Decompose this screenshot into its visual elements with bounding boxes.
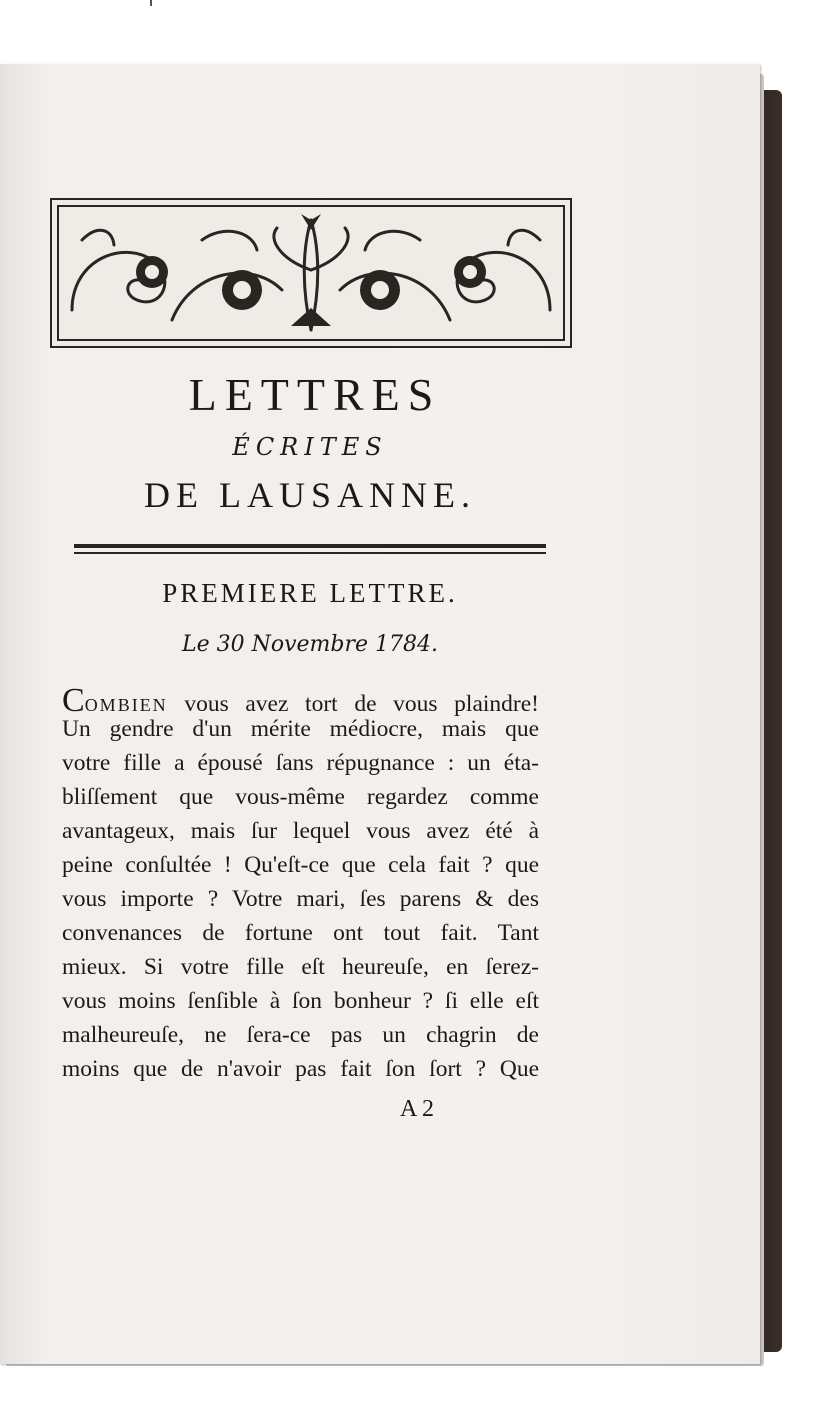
body-line: mieux. Si votre fille eſt heureuſe, en ſerez- (62, 954, 539, 980)
drop-capital: C (62, 682, 85, 719)
first-line-text: vous avez tort de vous plaindre! (167, 691, 539, 717)
body-line: Un gendre d'un mérite médiocre, mais que (62, 716, 539, 742)
body-line: bliſſement que vous-même regardez comme (62, 784, 539, 810)
book-title-lausanne: DE LAUSANNE. (144, 475, 476, 515)
body-line: vous moins ſenſible à ſon bonheur ? ſi elle eſt (62, 988, 539, 1014)
double-rule-thin (74, 552, 546, 554)
body-line: votre fille a épousé ſans répugnance : un éta- (62, 750, 539, 776)
body-line: avantageux, mais ſur lequel vous avez été à (62, 818, 539, 844)
body-line: vous importe ? Votre mari, ſes parens & des (62, 886, 539, 912)
body-line: convenances de fortune ont tout fait. Tant (62, 920, 539, 946)
book-title-ecrites: ÉCRITES (232, 433, 388, 461)
stray-mark (150, 0, 152, 6)
letter-date: Le 30 Novembre 1784. (181, 632, 438, 657)
small-caps-word: OMBIEN (84, 695, 168, 715)
body-line: peine conſultée ! Qu'eſt-ce que cela fait ? que (62, 852, 539, 878)
double-rule-thick (74, 544, 546, 548)
body-line: moins que de n'avoir pas fait ſon ſort ? Que (62, 1056, 539, 1082)
ornamental-headpiece (50, 198, 572, 348)
body-line: malheureuſe, ne ſera-ce pas un chagrin de (62, 1022, 539, 1048)
floral-ornament-icon (52, 200, 570, 346)
book-title-lettres: LETTRES (188, 369, 442, 420)
body-first-line (62, 682, 539, 719)
letter-heading: PREMIERE LETTRE. (162, 578, 458, 608)
signature-mark: A 2 (400, 1096, 435, 1122)
